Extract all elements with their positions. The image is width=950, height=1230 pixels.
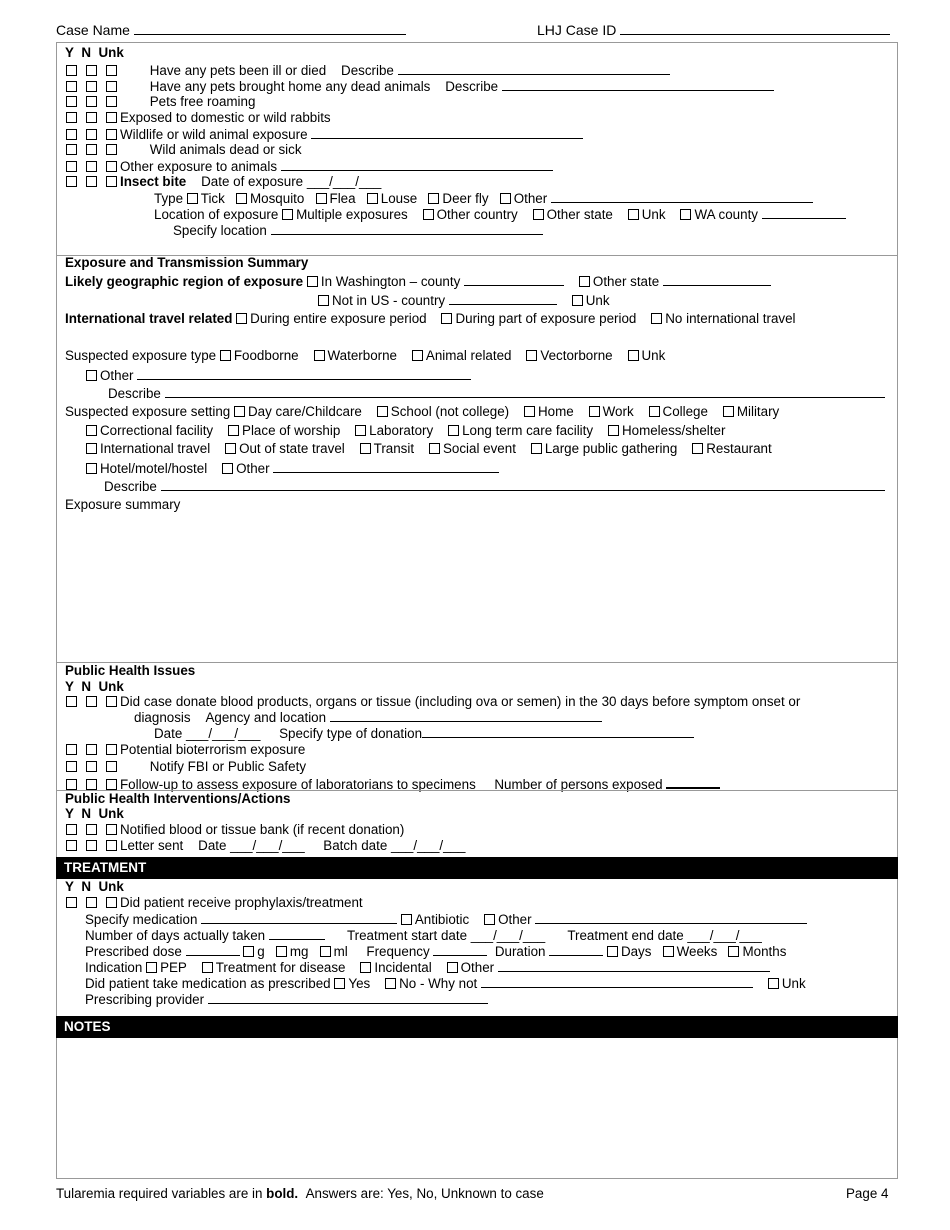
checkbox-incidental[interactable]: [360, 962, 371, 973]
checkbox[interactable]: [66, 696, 77, 707]
pets-dead-describe-input[interactable]: [502, 78, 774, 91]
checkbox[interactable]: [86, 112, 97, 123]
pets-ill-describe-input[interactable]: [398, 62, 670, 75]
medication-other-input[interactable]: [535, 911, 807, 924]
notify-fbi-row: Notify FBI or Public Safety: [66, 759, 306, 775]
exposure-describe-row: Describe: [108, 385, 885, 402]
provider-row: Prescribing provider: [85, 991, 488, 1008]
specify-location-row: Specify location: [173, 222, 543, 239]
checkbox-intl-none[interactable]: [651, 313, 662, 324]
donate-row-2: diagnosis Agency and location: [134, 709, 602, 726]
geo-row: Likely geographic region of exposure In Washington – county Other state: [65, 273, 771, 290]
pets-dead-row: Have any pets brought home any dead animals Describe: [66, 78, 774, 95]
checkbox[interactable]: [86, 696, 97, 707]
checkbox[interactable]: [86, 129, 97, 140]
wild-dead-row: Wild animals dead or sick: [66, 142, 302, 158]
checkbox-transit[interactable]: [360, 443, 371, 454]
checkbox-in-wa[interactable]: [307, 276, 318, 287]
ph-issues-title: Public Health Issues: [65, 663, 196, 678]
checkbox-other[interactable]: [222, 463, 233, 474]
insect-bite-row: Insect bite Date of exposure ___/___/___: [66, 174, 381, 190]
checkbox-g[interactable]: [243, 946, 254, 957]
checkbox-intl-entire[interactable]: [236, 313, 247, 324]
notified-bank-row: Notified blood or tissue bank (if recent donation): [66, 822, 404, 838]
setting-row-1: Suspected exposure setting Day care/Childcare School (not college) Home Work College Military: [65, 404, 780, 419]
checkbox-homeless[interactable]: [608, 425, 619, 436]
medication-row: Specify medication Antibiotic Other: [85, 911, 807, 928]
donation-type-input[interactable]: [422, 725, 694, 738]
checkbox-military[interactable]: [723, 406, 734, 417]
treatment-section-bar: TREATMENT: [56, 857, 898, 879]
checkbox-other[interactable]: [484, 914, 495, 925]
ynu-header: Y N Unk: [65, 879, 124, 894]
checkbox[interactable]: [86, 161, 97, 172]
checkbox-other-state[interactable]: [579, 276, 590, 287]
checkbox-unk[interactable]: [628, 209, 639, 220]
checkbox-flea[interactable]: [316, 193, 327, 204]
checkbox-other[interactable]: [500, 193, 511, 204]
checkbox-not-us[interactable]: [318, 295, 329, 306]
checkbox-waterborne[interactable]: [314, 350, 325, 361]
ynu-header: Y N Unk: [65, 679, 124, 694]
checkbox-laboratory[interactable]: [355, 425, 366, 436]
checkbox[interactable]: [106, 897, 117, 908]
checkbox[interactable]: [66, 129, 77, 140]
checkbox[interactable]: [86, 840, 97, 851]
checkbox-other[interactable]: [86, 370, 97, 381]
checkbox[interactable]: [106, 779, 117, 790]
checkbox-college[interactable]: [649, 406, 660, 417]
exposure-summary-label: Exposure summary: [65, 497, 181, 512]
checkbox-other-country[interactable]: [423, 209, 434, 220]
checkbox-other-state[interactable]: [533, 209, 544, 220]
ph-interventions-title: Public Health Interventions/Actions: [65, 791, 291, 806]
checkbox[interactable]: [66, 897, 77, 908]
geo-row-2: Not in US - country Unk: [318, 292, 610, 309]
checkbox[interactable]: [86, 744, 97, 755]
country-input[interactable]: [449, 292, 557, 305]
checkbox-school[interactable]: [377, 406, 388, 417]
checkbox-intl-travel[interactable]: [86, 443, 97, 454]
checkbox-large-gathering[interactable]: [531, 443, 542, 454]
pets-ill-row: Have any pets been ill or died Describe: [66, 62, 670, 79]
checkbox[interactable]: [106, 161, 117, 172]
other-animals-input[interactable]: [281, 158, 553, 171]
checkbox-ml[interactable]: [320, 946, 331, 957]
exposure-summary-title: Exposure and Transmission Summary: [65, 255, 309, 270]
setting-row-2: Correctional facility Place of worship Laboratory Long term care facility Homeless/shelter: [86, 423, 725, 439]
checkbox[interactable]: [106, 112, 117, 123]
ynu-header: Y N Unk: [65, 45, 124, 60]
specify-location-input[interactable]: [271, 222, 543, 235]
checkbox-months[interactable]: [728, 946, 739, 957]
checkbox[interactable]: [66, 779, 77, 790]
rabbits-row: Exposed to domestic or wild rabbits: [66, 110, 331, 126]
checkbox-home[interactable]: [524, 406, 535, 417]
checkbox[interactable]: [86, 761, 97, 772]
setting-row-4: Hotel/motel/hostel Other: [86, 460, 499, 477]
checkbox[interactable]: [66, 824, 77, 835]
checkbox[interactable]: [86, 144, 97, 155]
followup-row: Follow-up to assess exposure of laboratorians to specimens Number of persons exposed: [66, 775, 720, 793]
checkbox[interactable]: [66, 744, 77, 755]
checkbox[interactable]: [66, 112, 77, 123]
checkbox-no[interactable]: [385, 978, 396, 989]
checkbox-pep[interactable]: [146, 962, 157, 973]
checkbox[interactable]: [106, 176, 117, 187]
checkbox[interactable]: [86, 81, 97, 92]
checkbox[interactable]: [106, 144, 117, 155]
checkbox-unk[interactable]: [572, 295, 583, 306]
other-state-input[interactable]: [663, 273, 771, 286]
checkbox-other[interactable]: [447, 962, 458, 973]
checkbox-multiple[interactable]: [282, 209, 293, 220]
checkbox-foodborne[interactable]: [220, 350, 231, 361]
exposure-describe-input[interactable]: [165, 385, 885, 398]
dose-input[interactable]: [186, 943, 240, 956]
indication-other-input[interactable]: [498, 959, 770, 972]
checkbox-antibiotic[interactable]: [401, 914, 412, 925]
lhj-case-id-field[interactable]: LHJ Case ID: [537, 22, 890, 38]
checkbox-vectorborne[interactable]: [526, 350, 537, 361]
checkbox[interactable]: [106, 81, 117, 92]
exposure-type-other-row: Other: [86, 367, 471, 384]
num-days-input[interactable]: [269, 927, 325, 940]
checkbox[interactable]: [86, 779, 97, 790]
checkbox-correctional[interactable]: [86, 425, 97, 436]
checkbox-daycare[interactable]: [234, 406, 245, 417]
case-name-field[interactable]: Case Name: [56, 22, 406, 38]
wa-county-input[interactable]: [464, 273, 564, 286]
checkbox[interactable]: [66, 65, 77, 76]
medication-input[interactable]: [201, 911, 397, 924]
checkbox[interactable]: [66, 761, 77, 772]
footer-note: Tularemia required variables are in bold. Answers are: Yes, No, Unknown to case: [56, 1186, 544, 1201]
dose-row: Prescribed dose g mg ml Frequency Duration Days Weeks Months: [85, 944, 787, 959]
wa-county-input[interactable]: [762, 206, 846, 219]
checkbox-deer-fly[interactable]: [428, 193, 439, 204]
case-name-input[interactable]: [134, 22, 406, 35]
prophylaxis-row: Did patient receive prophylaxis/treatment: [66, 895, 363, 911]
setting-describe-input[interactable]: [161, 478, 885, 491]
checkbox-treatment-disease[interactable]: [202, 962, 213, 973]
duration-input[interactable]: [549, 943, 603, 956]
frequency-input[interactable]: [433, 943, 487, 956]
checkbox[interactable]: [106, 824, 117, 835]
checkbox-animal-related[interactable]: [412, 350, 423, 361]
checkbox-restaurant[interactable]: [692, 443, 703, 454]
checkbox[interactable]: [106, 840, 117, 851]
as-prescribed-row: Did patient take medication as prescribed Yes No - Why not Unk: [85, 976, 806, 991]
setting-describe-row: Describe: [104, 478, 885, 495]
ynu-header: Y N Unk: [65, 806, 124, 821]
checkbox-mg[interactable]: [276, 946, 287, 957]
checkbox[interactable]: [66, 96, 77, 107]
setting-other-input[interactable]: [273, 460, 499, 473]
checkbox[interactable]: [86, 65, 97, 76]
checkbox-intl-part[interactable]: [441, 313, 452, 324]
checkbox-weeks[interactable]: [663, 946, 674, 957]
exposure-other-input[interactable]: [137, 367, 471, 380]
exposure-type-row: Suspected exposure type Foodborne Waterborne Animal related Vectorborne Unk: [65, 348, 666, 363]
checkbox-yes[interactable]: [334, 978, 345, 989]
checkbox[interactable]: [66, 176, 77, 187]
checkbox-worship[interactable]: [228, 425, 239, 436]
checkbox[interactable]: [66, 161, 77, 172]
checkbox-louse[interactable]: [367, 193, 378, 204]
checkbox[interactable]: [106, 65, 117, 76]
checkbox-tick[interactable]: [187, 193, 198, 204]
checkbox[interactable]: [106, 744, 117, 755]
notes-textarea[interactable]: [57, 1040, 897, 1178]
checkbox[interactable]: [106, 761, 117, 772]
checkbox[interactable]: [106, 96, 117, 107]
location-row: Location of exposure Multiple exposures Other country Other state Unk WA county: [154, 206, 846, 223]
lhj-case-id-input[interactable]: [620, 22, 890, 35]
wildlife-row: Wildlife or wild animal exposure: [66, 126, 583, 143]
provider-input[interactable]: [208, 991, 488, 1004]
checkbox-days[interactable]: [607, 946, 618, 957]
notes-section-bar: NOTES: [56, 1016, 898, 1038]
checkbox-unk[interactable]: [628, 350, 639, 361]
wildlife-input[interactable]: [311, 126, 583, 139]
letter-sent-row: Letter sent Date ___/___/___ Batch date ___/___/___: [66, 838, 465, 854]
checkbox[interactable]: [106, 696, 117, 707]
checkbox-social-event[interactable]: [429, 443, 440, 454]
checkbox-ltc[interactable]: [448, 425, 459, 436]
insect-type-row: Type Tick Mosquito Flea Louse Deer fly Other: [154, 190, 813, 207]
insect-other-input[interactable]: [551, 190, 813, 203]
num-persons-input[interactable]: [666, 775, 720, 789]
checkbox[interactable]: [86, 897, 97, 908]
checkbox[interactable]: [66, 81, 77, 92]
why-not-input[interactable]: [481, 975, 753, 988]
checkbox[interactable]: [86, 176, 97, 187]
other-animals-row: Other exposure to animals: [66, 158, 553, 175]
pets-free-row: Pets free roaming: [66, 94, 255, 110]
checkbox-wa-county[interactable]: [680, 209, 691, 220]
checkbox-work[interactable]: [589, 406, 600, 417]
checkbox[interactable]: [66, 144, 77, 155]
checkbox[interactable]: [106, 129, 117, 140]
checkbox[interactable]: [86, 96, 97, 107]
checkbox[interactable]: [66, 840, 77, 851]
checkbox-mosquito[interactable]: [236, 193, 247, 204]
indication-row: Indication PEP Treatment for disease Incidental Other: [85, 959, 770, 976]
donate-row-3: Date ___/___/___ Specify type of donation: [154, 725, 694, 742]
checkbox-hotel[interactable]: [86, 463, 97, 474]
checkbox-out-of-state[interactable]: [225, 443, 236, 454]
bioterrorism-row: Potential bioterrorism exposure: [66, 742, 305, 758]
intl-row: International travel related During entire exposure period During part of exposure period No international travel: [65, 311, 796, 326]
days-row: Number of days actually taken Treatment start date ___/___/___ Treatment end date ___/___/___: [85, 928, 762, 943]
checkbox[interactable]: [86, 824, 97, 835]
agency-input[interactable]: [330, 709, 602, 722]
checkbox-unk[interactable]: [768, 978, 779, 989]
setting-row-3: International travel Out of state travel Transit Social event Large public gathering Restaurant: [86, 441, 772, 457]
page-number: Page 4: [846, 1186, 889, 1201]
donate-row: Did case donate blood products, organs or tissue (including ova or semen) in the 30 days before symptom onset or: [66, 694, 800, 710]
